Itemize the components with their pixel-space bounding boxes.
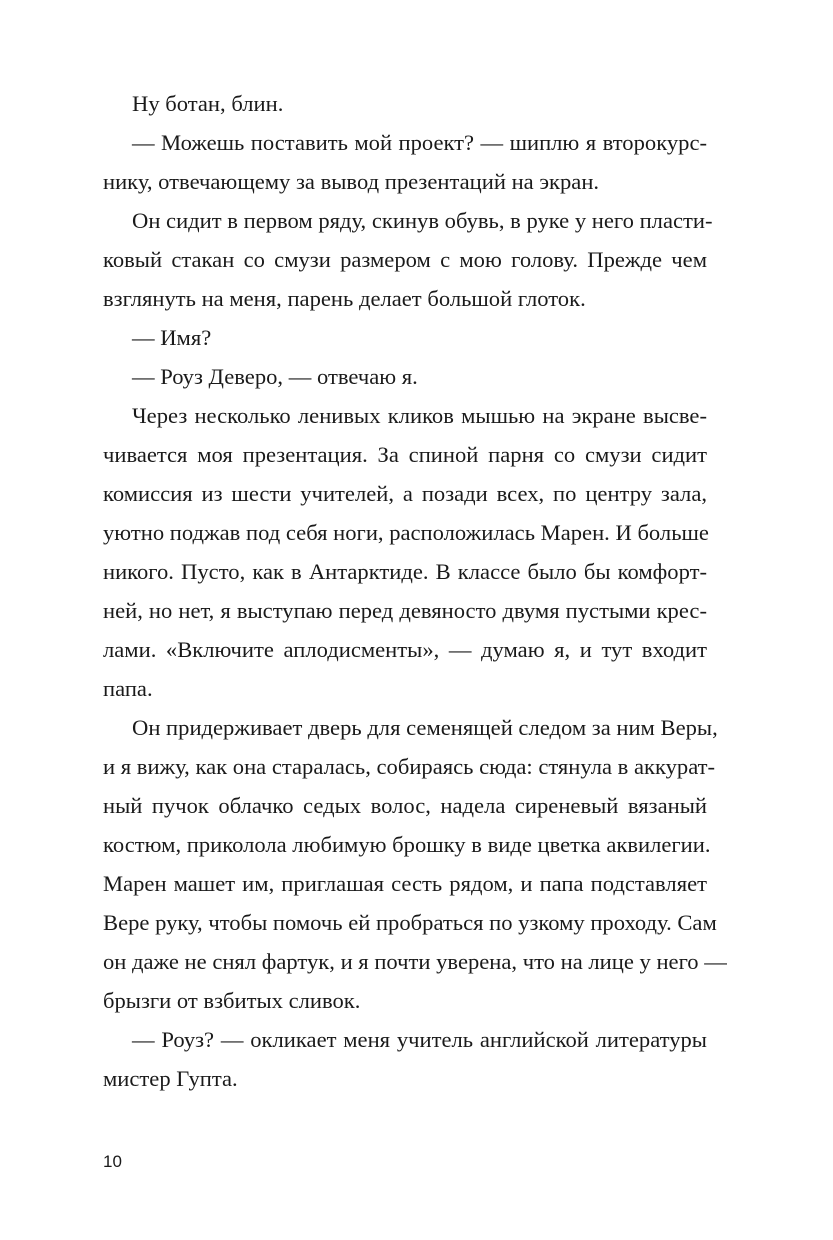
text-line: чивается моя презентация. За спиной парня со смузи сидит [103, 442, 707, 467]
text-line: ный пучок облачко седых волос, надела сиреневый вязаный [103, 793, 707, 818]
text-line: — Можешь поставить мой проект? — шиплю я второкурс- [132, 130, 707, 155]
text-line: Вере руку, чтобы помочь ей пробраться по узкому проходу. Сам [103, 910, 717, 935]
text-line: ковый стакан со смузи размером с мою голову. Прежде чем [103, 247, 707, 272]
text-line: он даже не снял фартук, и я почти уверена, что на лице у него — [103, 949, 727, 974]
text-line: Он придерживает дверь для семенящей следом за ним Веры, [132, 715, 718, 740]
text-line: взглянуть на меня, парень делает большой глоток. [103, 286, 586, 311]
text-line: комиссия из шести учителей, а позади всех, по центру зала, [103, 481, 707, 506]
text-line: — Имя? [132, 325, 212, 350]
page-body [103, 84, 727, 1098]
text-line: костюм, приколола любимую брошку в виде цветка аквилегии. [103, 832, 711, 857]
text-line: — Роуз Деверо, — отвечаю я. [132, 364, 418, 389]
text-line: Он сидит в первом ряду, скинув обувь, в руке у него пласти- [132, 208, 713, 233]
text-line: мистер Гупта. [103, 1066, 238, 1091]
text-line: никого. Пусто, как в Антарктиде. В классе было бы комфорт- [103, 559, 707, 584]
page-number: 10 [103, 1152, 122, 1171]
text-line: и я вижу, как она старалась, собираясь сюда: стянула в аккурат- [103, 754, 716, 779]
text-line: ней, но нет, я выступаю перед девяносто двумя пустыми крес- [103, 598, 707, 623]
text-line: папа. [103, 676, 153, 701]
text-line: уютно поджав под себя ноги, расположилась Марен. И больше [103, 520, 709, 545]
text-line: брызги от взбитых сливок. [103, 988, 361, 1013]
text-line: Ну ботан, блин. [132, 91, 284, 116]
text-line: лами. «Включите аплодисменты», — думаю я, и тут входит [103, 637, 707, 662]
text-line: Через несколько ленивых кликов мышью на экране высве- [132, 403, 707, 428]
text-line: нику, отвечающему за вывод презентаций на экран. [103, 169, 600, 194]
text-line: — Роуз? — окликает меня учитель английской литературы [132, 1027, 707, 1052]
text-line: Марен машет им, приглашая сесть рядом, и папа подставляет [103, 871, 707, 896]
